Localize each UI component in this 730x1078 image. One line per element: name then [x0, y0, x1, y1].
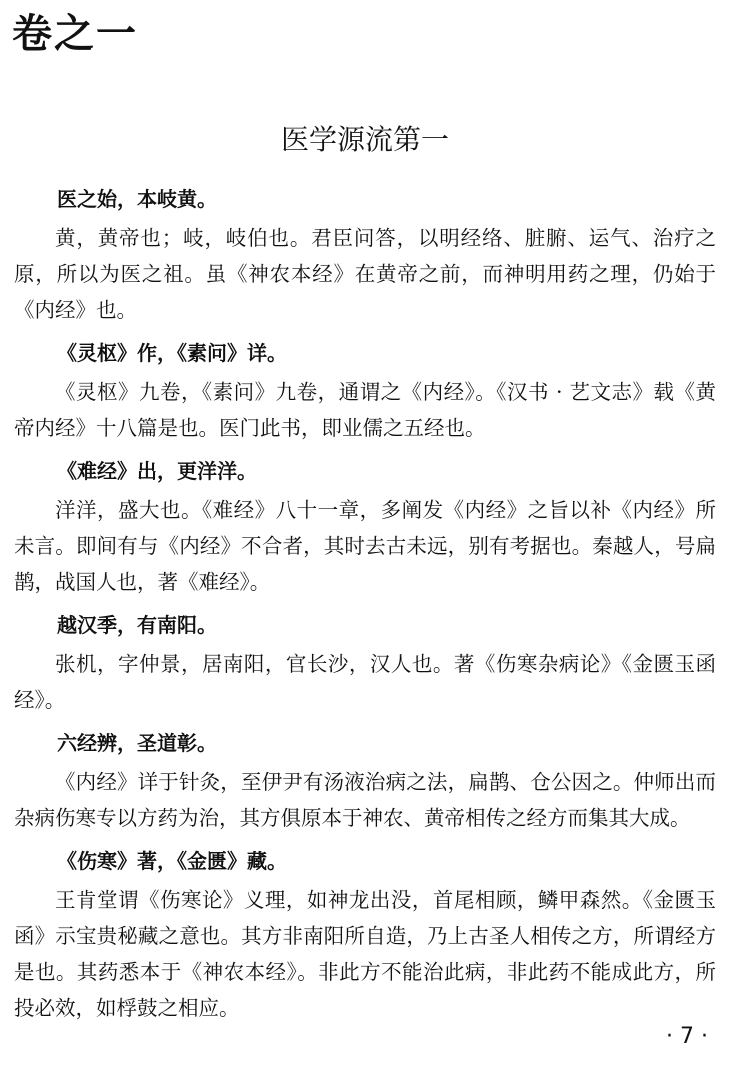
commentary-paragraph: 王肯堂谓《伤寒论》义理，如神龙出没，首尾相顾，鳞甲森然。《金匮玉函》示宝贵秘藏之意也。其方非南阳所自造，乃上古圣人相传之方，所谓经方是也。其药悉本于《神农本经》。非此方不能治此病，非此药不能成此方，所投必效，如桴鼓之相应。	[14, 888, 716, 1020]
page-number: · 7 ·	[666, 1024, 708, 1049]
chapter-title: 医学源流第一	[280, 123, 449, 156]
main-text	[14, 182, 716, 1034]
volume-title: 卷之一	[12, 10, 138, 57]
commentary-paragraph: 黄，黄帝也；岐，岐伯也。君臣问答，以明经络、脏腑、运气、治疗之原，所以为医之祖。虽《神农本经》在黄帝之前，而神明用药之理，仍始于《内经》也。	[14, 226, 716, 322]
commentary-paragraph: 《内经》详于针灸，至伊尹有汤液治病之法，扁鹊、仓公因之。仲师出而杂病伤寒专以方药为治，其方俱原本于神农、黄帝相传之经方而集其大成。	[14, 770, 716, 830]
commentary-paragraph: 洋洋，盛大也。《难经》八十一章，多阐发《内经》之旨以补《内经》所未言。即间有与《内经》不合者，其时去古未远，别有考据也。秦越人，号扁鹊，战国人也，著《难经》。	[14, 498, 716, 594]
verse-line: 《伤寒》著，《金匮》藏。	[57, 849, 287, 873]
verse-line: 《难经》出，更洋洋。	[57, 459, 257, 483]
section-block	[14, 454, 716, 600]
verse-line: 医之始，本岐黄。	[57, 187, 217, 211]
verse-line: 《灵枢》作，《素问》详。	[57, 341, 287, 365]
section-block	[14, 608, 716, 718]
section-block	[14, 182, 716, 328]
verse-line: 六经辨，圣道彰。	[57, 731, 217, 755]
verse-line: 越汉季，有南阳。	[57, 613, 217, 637]
section-block	[14, 336, 716, 446]
section-block	[14, 844, 716, 1026]
section-block	[14, 726, 716, 836]
commentary-paragraph: 《灵枢》九卷，《素问》九卷，通谓之《内经》。《汉书 · 艺文志》载《黄帝内经》十八篇是也。医门此书，即业儒之五经也。	[14, 380, 716, 440]
commentary-paragraph: 张机，字仲景，居南阳，官长沙，汉人也。著《伤寒杂病论》《金匮玉函经》。	[14, 652, 716, 712]
